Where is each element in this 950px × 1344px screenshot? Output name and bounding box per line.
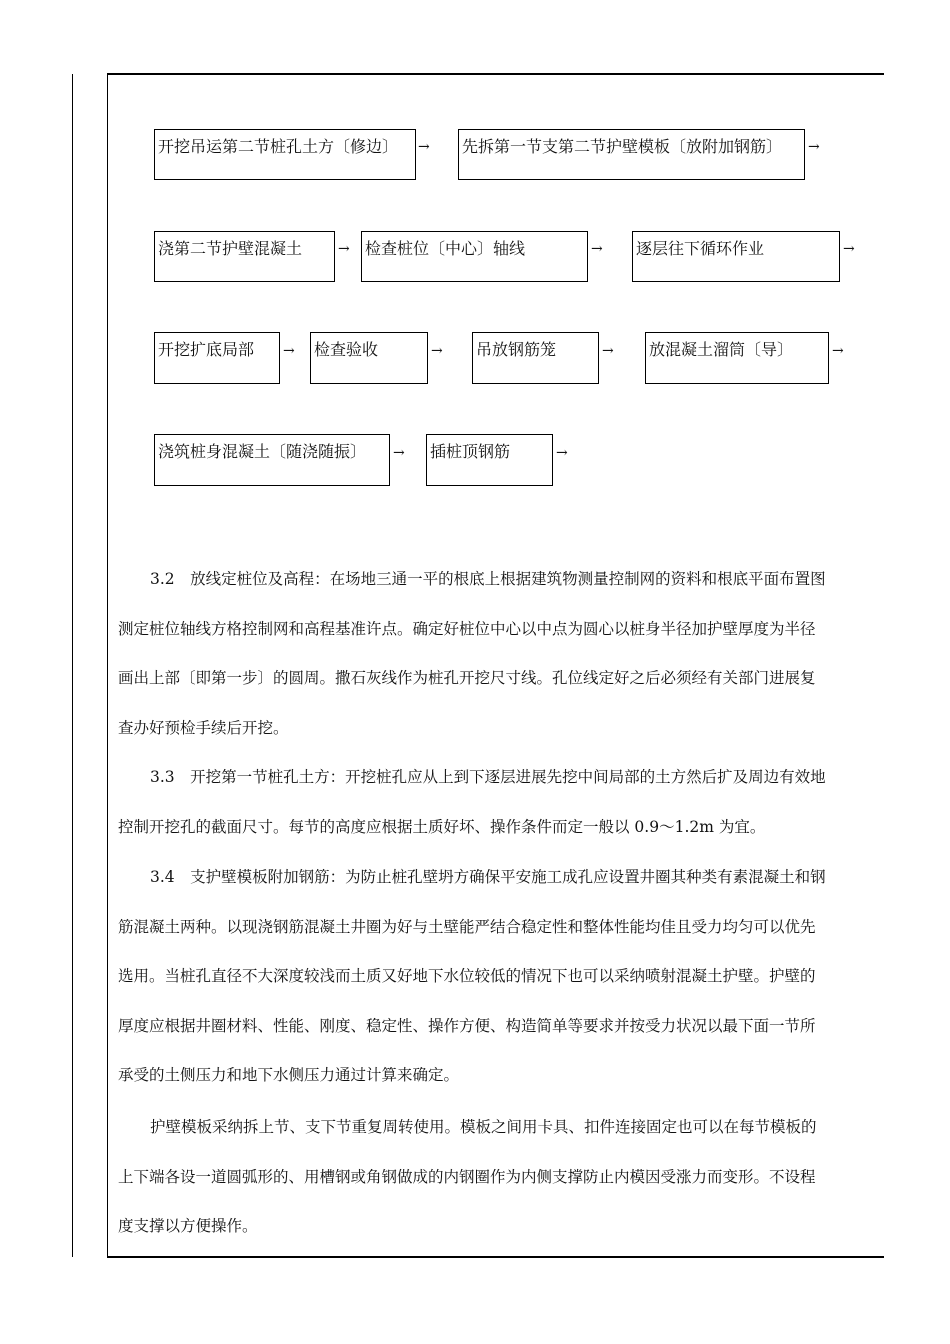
flow-step-insert-top-rebar: 插桩顶钢筋 — [426, 434, 553, 486]
flow-step-excavate-base: 开挖扩底局部 — [154, 332, 280, 384]
frame-inner-border — [107, 74, 108, 1257]
flow-step-repeat-layers: 逐层往下循环作业 — [632, 231, 840, 282]
paragraph-line: 护壁模板采纳拆上节、支下节重复周转使用。模板之间用卡具、扣件连接固定也可以在每节模板的 — [150, 1118, 817, 1136]
flow-step-inspection: 检查验收 — [310, 332, 428, 384]
paragraph-line: 上下端各设一道圆弧形的、用槽钢或角钢做成的内钢圈作为内侧支撑防止内模因受涨力而变形。不设程 — [118, 1167, 816, 1186]
frame-left-border — [72, 74, 73, 1257]
flow-arrow: → — [393, 445, 405, 461]
paragraph-3-4 — [118, 853, 878, 1101]
flow-step-place-chute: 放混凝土溜筒〔导〕 — [645, 332, 829, 384]
flow-arrow: → — [602, 343, 614, 359]
flow-arrow: → — [843, 241, 855, 257]
flow-arrow: → — [591, 241, 603, 257]
paragraph-line: 3.4 支护壁模板附加钢筋：为防止桩孔壁坍方确保平安施工成孔应设置井圈其种类有素混凝土和钢 — [150, 868, 826, 886]
flow-step-pour-second-wall: 浇第二节护壁混凝土 — [154, 231, 335, 282]
paragraph-3-3 — [118, 753, 878, 852]
flow-arrow: → — [283, 343, 295, 359]
flow-step-place-rebar-cage: 吊放钢筋笼 — [472, 332, 599, 384]
bottom-rule — [107, 1256, 884, 1258]
top-rule — [107, 73, 884, 75]
flow-step-remove-first-formwork: 先拆第一节支第二节护壁模板〔放附加钢筋〕 — [458, 129, 805, 180]
flow-arrow: → — [431, 343, 443, 359]
paragraph-line: 3.3 开挖第一节桩孔土方：开挖桩孔应从上到下逐层进展先挖中间局部的土方然后扩及周边有效地 — [150, 768, 826, 786]
paragraph-line: 选用。当桩孔直径不大深度较浅而土质又好地下水位较低的情况下也可以采纳喷射混凝土护壁。护壁的 — [118, 967, 816, 985]
paragraph-line: 查办好预检手续后开挖。 — [118, 718, 289, 737]
flow-arrow: → — [418, 139, 430, 155]
flow-step-pour-pile-body: 浇筑桩身混凝土〔随浇随振〕 — [154, 434, 390, 486]
paragraph-line: 厚度应根据井圈材料、性能、刚度、稳定性、操作方便、构造简单等要求并按受力状况以最下面一节所 — [118, 1016, 816, 1035]
paragraph-line: 筋混凝土两种。以现浇钢筋混凝土井圈为好与土壁能严结合稳定性和整体性能均佳且受力均匀可以优先 — [118, 917, 816, 936]
flow-arrow: → — [832, 343, 844, 359]
paragraph-line: 3.2 放线定桩位及高程：在场地三通一平的根底上根据建筑物测量控制网的资料和根底平面布置图 — [150, 570, 826, 588]
flow-step-excavate-second-section: 开挖吊运第二节桩孔土方〔修边〕 — [154, 129, 416, 180]
paragraph-line: 度支撑以方便操作。 — [118, 1217, 258, 1235]
paragraph-line: 控制开挖孔的截面尺寸。每节的高度应根据土质好坏、操作条件而定一般以 0.9～1.2m 为宜。 — [118, 817, 766, 836]
paragraph-line: 承受的土侧压力和地下水侧压力通过计算来确定。 — [118, 1066, 460, 1084]
paragraph-formwork — [118, 1103, 878, 1252]
flow-arrow: → — [338, 241, 350, 257]
paragraph-line: 画出上部〔即第一步〕的圆周。撒石灰线作为桩孔开挖尺寸线。孔位线定好之后必须经有关部门进展复 — [118, 669, 816, 687]
paragraph-line: 测定桩位轴线方格控制网和高程基准许点。确定好桩位中心以中点为圆心以桩身半径加护壁厚度为半径 — [118, 619, 816, 638]
flow-arrow: → — [808, 139, 820, 155]
paragraph-3-2 — [118, 555, 878, 753]
flow-arrow: → — [556, 445, 568, 461]
flow-step-check-pile-axis: 检查桩位〔中心〕轴线 — [361, 231, 588, 282]
